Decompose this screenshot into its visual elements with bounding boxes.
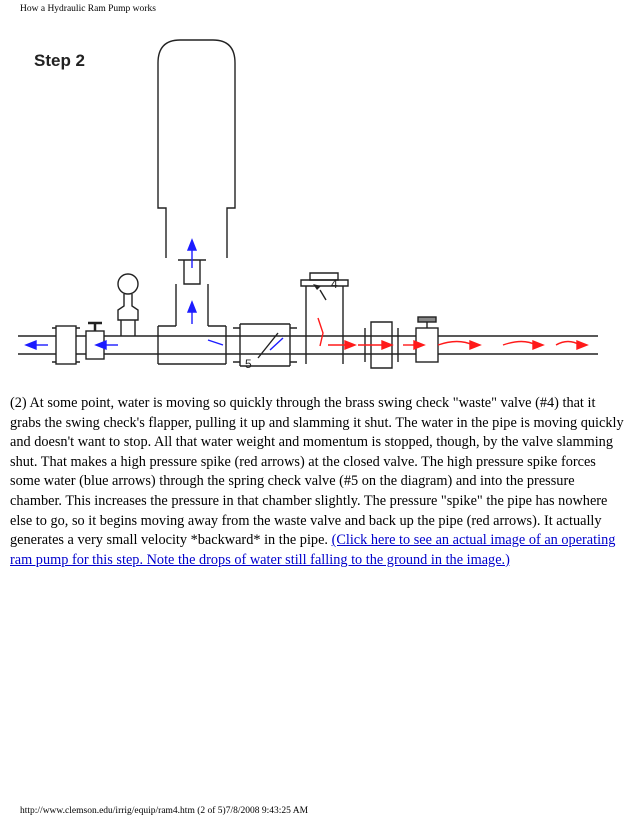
explanation-paragraph xyxy=(10,394,626,570)
step-label: Step 2 xyxy=(34,51,86,70)
pressure-chamber xyxy=(158,40,235,258)
pressure-gauge xyxy=(118,274,138,294)
valve-4-label: 4 xyxy=(331,277,338,291)
page-footer: http://www.clemson.edu/irrig/equip/ram4.htm (2 of 5)7/8/2008 9:43:25 AM xyxy=(20,806,309,816)
page-header: How a Hydraulic Ram Pump works xyxy=(20,4,156,14)
valve-5-label: 5 xyxy=(245,357,252,371)
left-coupling xyxy=(56,326,76,364)
operating-image-link[interactable]: (Click here to see an actual image of an operating ram pump for this step. Note the drops of water still falling to the ground in the image.) xyxy=(10,532,616,568)
paragraph-text: (2) At some point, water is moving so quickly through the brass swing check "waste" valve (#4) that it grabs the swing check's flapper, pulling it up and slamming it shut. The water in the pipe is moving quickly and doesn't want to stop. All that water weight and momentum is stopped, though, by the valve slamming shut. That makes a high pressure spike (red arrows) at the closed valve. The high pressure spike forces some water (blue arrows) through the spring check valve (#5 on the diagram) and into the pressure chamber. This increases the pressure in that chamber slightly. The pressure "spike" the pipe has nowhere else to go, so it begins moving away from the waste valve and back up the pipe (red arrows). It actually generates a very small velocity *backward* in the pipe. xyxy=(10,395,624,549)
ram-pump-diagram xyxy=(8,28,608,378)
